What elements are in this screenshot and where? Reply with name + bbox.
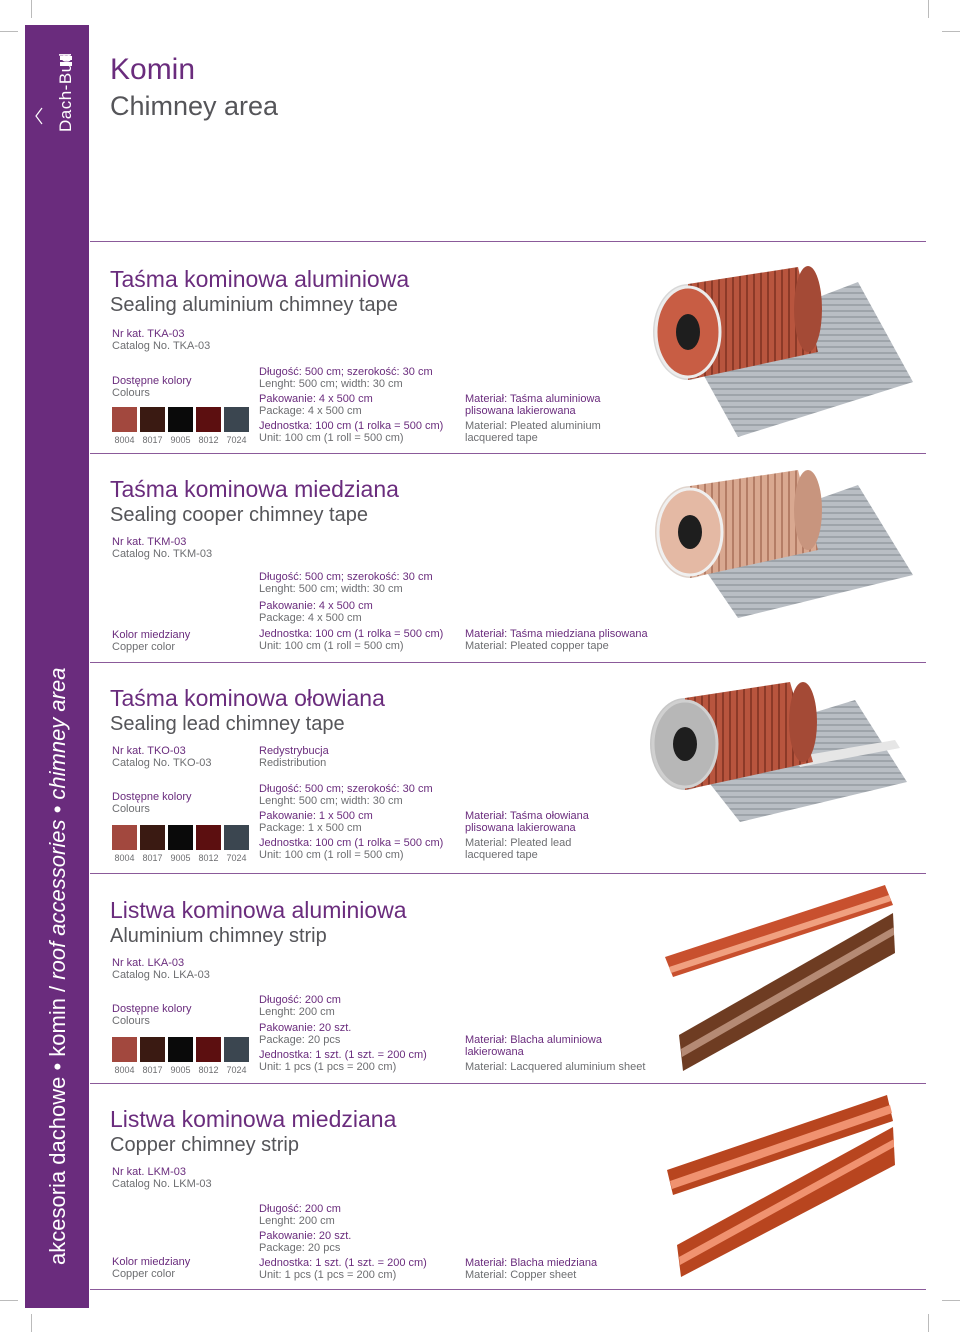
spec-unit-pl: Jednostka: 100 cm (1 rolka = 500 cm) (259, 628, 444, 640)
product-title: Taśma kominowa ołowiana (110, 685, 385, 711)
color-swatch-9005 (168, 1037, 193, 1062)
colors-label-pl: Dostępne kolory (112, 375, 192, 387)
spec-length-pl: Długość: 500 cm; szerokość: 30 cm (259, 783, 433, 795)
colors-label-en: Colours (112, 1015, 150, 1027)
catalog-number-pl: Nr kat. TKO-03 (112, 745, 186, 757)
catalog-number-en: Catalog No. TKA-03 (112, 340, 211, 352)
product-title: Taśma kominowa miedziana (110, 476, 399, 502)
color-swatch-9005 (168, 407, 193, 432)
material-en-cont: lacquered tape (465, 849, 538, 861)
color-swatch-8017 (140, 825, 165, 850)
spec-length-en: Lenght: 500 cm; width: 30 cm (259, 795, 403, 807)
crop-mark (0, 1300, 18, 1301)
catalog-number-pl: Nr kat. LKM-03 (112, 1166, 186, 1178)
color-code-label: 8004 (114, 435, 135, 445)
material-pl-cont: plisowana lakierowana (465, 405, 576, 417)
material-en: Material: Pleated aluminium (465, 420, 601, 432)
colors-label-en: Colours (112, 803, 150, 815)
crop-mark (928, 1314, 929, 1332)
spec-length-pl: Długość: 200 cm (259, 1203, 341, 1215)
spec-unit-pl: Jednostka: 1 szt. (1 szt. = 200 cm) (259, 1049, 427, 1061)
material-pl: Materiał: Taśma aluminiowa (465, 393, 601, 405)
color-swatch-8004 (112, 407, 137, 432)
color-code-label: 7024 (226, 435, 247, 445)
catalog-number-en: Catalog No. TKO-03 (112, 757, 212, 769)
catalog-number-en: Catalog No. TKM-03 (112, 548, 213, 560)
logo-text: Dach-Bud (56, 52, 75, 132)
material-pl-cont: plisowana lakierowana (465, 822, 576, 834)
material-pl: Materiał: Taśma ołowiana (465, 810, 589, 822)
spec-length-pl: Długość: 500 cm; szerokość: 30 cm (259, 366, 433, 378)
color-code-label: 8012 (198, 1065, 219, 1075)
spec-package-pl: Pakowanie: 20 szt. (259, 1022, 352, 1034)
material-en-cont: lacquered tape (465, 432, 538, 444)
section-divider (90, 662, 926, 663)
color-code-label: 9005 (170, 853, 191, 863)
color-label-pl: Kolor miedziany (112, 1256, 191, 1268)
spec-length-en: Lenght: 200 cm (259, 1006, 335, 1018)
spec-unit-pl: Jednostka: 100 cm (1 rolka = 500 cm) (259, 420, 444, 432)
product-subtitle: Sealing aluminium chimney tape (110, 294, 398, 316)
product-title: Listwa kominowa miedziana (110, 1106, 397, 1132)
catalog-number-pl: Nr kat. TKA-03 (112, 328, 185, 340)
product-title: Taśma kominowa aluminiowa (110, 266, 410, 292)
spec-unit-pl: Jednostka: 100 cm (1 rolka = 500 cm) (259, 837, 444, 849)
crop-mark (942, 31, 960, 32)
spec-length-pl: Długość: 500 cm; szerokość: 30 cm (259, 571, 433, 583)
colors-label-en: Colours (112, 387, 150, 399)
spec-unit-en: Unit: 1 pcs (1 pcs = 200 cm) (259, 1061, 397, 1073)
color-code-label: 8004 (114, 853, 135, 863)
material-en: Material: Lacquered aluminium sheet (465, 1061, 646, 1073)
catalog-number-en: Catalog No. LKA-03 (112, 969, 210, 981)
sidebar-text-plain: akcesoria dachowe • komin / (45, 979, 70, 1265)
color-swatch-8012 (196, 407, 221, 432)
color-code-label: 8012 (198, 435, 219, 445)
color-swatch-7024 (224, 407, 249, 432)
color-code-label: 7024 (226, 853, 247, 863)
color-swatch-7024 (224, 825, 249, 850)
colors-label-pl: Dostępne kolory (112, 1003, 192, 1015)
crop-mark (928, 0, 929, 18)
colors-label-pl: Dostępne kolory (112, 791, 192, 803)
crop-mark (0, 31, 18, 32)
spec-package-en: Package: 1 x 500 cm (259, 822, 362, 834)
color-swatch-8004 (112, 825, 137, 850)
redistribution-pl: Redystrybucja (259, 745, 329, 757)
spec-length-en: Lenght: 500 cm; width: 30 cm (259, 583, 403, 595)
section-divider (90, 873, 926, 874)
spec-length-pl: Długość: 200 cm (259, 994, 341, 1006)
product-title: Listwa kominowa aluminiowa (110, 897, 407, 923)
product-subtitle: Aluminium chimney strip (110, 925, 327, 947)
crop-mark (31, 1314, 32, 1332)
color-code-label: 8017 (142, 853, 163, 863)
color-label-en: Copper color (112, 1268, 175, 1280)
lead-tape-roll-image (645, 682, 915, 827)
spec-package-pl: Pakowanie: 4 x 500 cm (259, 393, 373, 405)
product-subtitle: Sealing lead chimney tape (110, 713, 345, 735)
crop-mark (942, 1300, 960, 1301)
product-subtitle: Copper chimney strip (110, 1134, 299, 1156)
color-code-label: 7024 (226, 1065, 247, 1075)
catalog-number-pl: Nr kat. LKA-03 (112, 957, 185, 969)
color-label-en: Copper color (112, 641, 175, 653)
material-en: Material: Pleated lead (465, 837, 572, 849)
material-pl: Materiał: Taśma miedziana plisowana (465, 628, 648, 640)
product-subtitle: Sealing cooper chimney tape (110, 504, 368, 526)
color-swatch-9005 (168, 825, 193, 850)
redistribution-en: Redistribution (259, 757, 327, 769)
color-code-label: 8004 (114, 1065, 135, 1075)
spec-unit-en: Unit: 100 cm (1 roll = 500 cm) (259, 432, 404, 444)
material-en: Material: Copper sheet (465, 1269, 577, 1281)
page-title: Komin (110, 53, 196, 86)
brand-logo (34, 54, 80, 134)
color-swatch-8004 (112, 1037, 137, 1062)
catalog-number-pl: Nr kat. TKM-03 (112, 536, 187, 548)
spec-unit-pl: Jednostka: 1 szt. (1 szt. = 200 cm) (259, 1257, 427, 1269)
color-code-label: 8017 (142, 1065, 163, 1075)
spec-package-en: Package: 4 x 500 cm (259, 612, 362, 624)
copper-strip-image (665, 1095, 900, 1280)
color-swatch-7024 (224, 1037, 249, 1062)
color-swatch-8017 (140, 407, 165, 432)
color-swatch-8012 (196, 825, 221, 850)
color-code-label: 9005 (170, 435, 191, 445)
spec-package-pl: Pakowanie: 20 szt. (259, 1230, 352, 1242)
spec-package-pl: Pakowanie: 4 x 500 cm (259, 600, 373, 612)
crop-mark (31, 0, 32, 18)
aluminium-strip-image (665, 885, 900, 1075)
spec-unit-en: Unit: 100 cm (1 roll = 500 cm) (259, 849, 404, 861)
color-code-label: 8012 (198, 853, 219, 863)
material-pl: Materiał: Blacha miedziana (465, 1257, 598, 1269)
section-divider (90, 241, 926, 242)
color-swatch-8017 (140, 1037, 165, 1062)
page-subtitle: Chimney area (110, 91, 279, 121)
section-divider (90, 453, 926, 454)
spec-package-en: Package: 20 pcs (259, 1034, 341, 1046)
spec-package-en: Package: 20 pcs (259, 1242, 341, 1254)
color-code-label: 9005 (170, 1065, 191, 1075)
material-pl-cont: lakierowana (465, 1046, 524, 1058)
section-divider (90, 1083, 926, 1084)
material-pl: Materiał: Blacha aluminiowa (465, 1034, 602, 1046)
spec-unit-en: Unit: 1 pcs (1 pcs = 200 cm) (259, 1269, 397, 1281)
color-swatch-8012 (196, 1037, 221, 1062)
aluminium-tape-roll-image (648, 262, 918, 442)
spec-package-en: Package: 4 x 500 cm (259, 405, 362, 417)
material-en: Material: Pleated copper tape (465, 640, 609, 652)
spec-length-en: Lenght: 500 cm; width: 30 cm (259, 378, 403, 390)
sidebar-text-italic: roof accessories • chimney area (45, 667, 70, 980)
spec-length-en: Lenght: 200 cm (259, 1215, 335, 1227)
copper-tape-roll-image (648, 470, 918, 620)
spec-unit-en: Unit: 100 cm (1 roll = 500 cm) (259, 640, 404, 652)
catalog-number-en: Catalog No. LKM-03 (112, 1178, 212, 1190)
color-label-pl: Kolor miedziany (112, 629, 191, 641)
color-code-label: 8017 (142, 435, 163, 445)
spec-package-pl: Pakowanie: 1 x 500 cm (259, 810, 373, 822)
